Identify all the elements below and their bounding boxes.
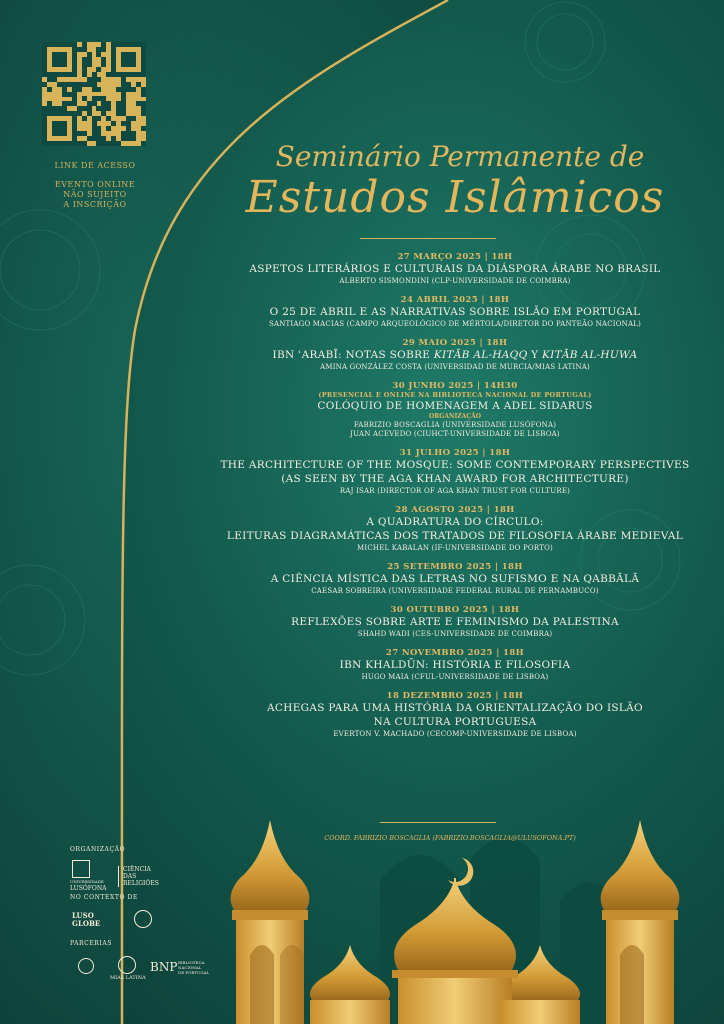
event-date: 28 AGOSTO 2025 | 18H (395, 505, 515, 515)
qr-module (116, 141, 121, 146)
qr-module (141, 141, 146, 146)
event-title-part: IBN ʿARABĪ: NOTAS SOBRE (272, 349, 434, 361)
mias-latina-label: MIAS LATINA (110, 975, 146, 981)
title-divider (360, 238, 496, 239)
bnp-logo-text (178, 960, 209, 975)
event-speaker: ALBERTO SISMONDINI (CLP-UNIVERSIDADE DE COIMBRA) (339, 277, 571, 285)
event-speaker: EVERTON V. MACHADO (CECOMP-UNIVERSIDADE DE LISBOA) (333, 730, 577, 738)
event-date: 24 ABRIL 2025 | 18H (400, 295, 510, 305)
event-date: 30 JUNHO 2025 | 14H30 (392, 381, 518, 391)
event-date: 30 OUTUBRO 2025 | 18H (390, 605, 520, 615)
event-item (215, 691, 695, 738)
qr-module (47, 87, 52, 92)
event-date: 27 MARÇO 2025 | 18H (397, 252, 513, 262)
coordination-contact[interactable]: COORD. FABRIZIO BOSCAGLIA (FABRIZIO.BOSCAGLIA@ULUSOFONA.PT) (324, 834, 576, 842)
event-title: THE ARCHITECTURE OF THE MOSQUE: SOME CONTEMPORARY PERSPECTIVES (220, 459, 690, 471)
qr-module (72, 72, 77, 77)
qr-module (87, 62, 92, 67)
ciencia-line: RELIGIÕES (123, 880, 159, 887)
qr-module (101, 47, 106, 52)
event-note: (PRESENCIAL E ONLINE NA BIBLIOTECA NACIONAL DE PORTUGAL) (318, 391, 592, 399)
bnp-line: DE PORTUGAL (178, 970, 210, 975)
event-title-book-1: KITĀB AL-HAQQ (433, 349, 528, 361)
event-speaker: SANTIAGO MACIAS (CAMPO ARQUEOLÓGICO DE MÉRTOLA/DIRETOR DO PANTEÃO NACIONAL) (268, 320, 642, 328)
event-item (215, 648, 695, 681)
event-date: 31 JULHO 2025 | 18H (399, 448, 511, 458)
event-speaker: MICHEL KABALAN (IF-UNIVERSIDADE DO PORTO) (357, 544, 553, 552)
qr-module (141, 72, 146, 77)
qr-module (141, 126, 146, 131)
title-line-1: Seminário Permanente de (275, 140, 645, 173)
event-title: COLÓQUIO DE HOMENAGEM A ADEL SIDARUS (317, 400, 593, 412)
event-title: ASPETOS LITERÁRIOS E CULTURAIS DA DIÁSPORA ÁRABE NO BRASIL (249, 263, 661, 275)
lusoglobe-line: GLOBE (72, 919, 101, 928)
globe-seal-icon (134, 910, 152, 928)
coord-divider (380, 822, 496, 823)
mias-latina-icon (118, 956, 136, 974)
qr-module (96, 77, 101, 82)
lusofona-line: LUSÓFONA (70, 885, 107, 892)
qr-module (101, 62, 106, 67)
event-title (215, 349, 695, 362)
event-title: NA CULTURA PORTUGUESA (373, 716, 537, 728)
event-item (215, 505, 695, 552)
lusofona-line: UNIVERSIDADE (70, 879, 104, 884)
event-date: 27 NOVEMBRO 2025 | 18H (385, 648, 525, 658)
event-item (215, 338, 695, 371)
qr-module (96, 116, 101, 121)
title-line-2: Estudos Islâmicos (245, 172, 665, 223)
qr-module (62, 131, 67, 136)
event-title-part: Y (527, 349, 542, 361)
event-date: 25 SETEMBRO 2025 | 18H (387, 562, 523, 572)
event-title: LEITURAS DIAGRAMÁTICAS DOS TRATADOS DE FILOSOFIA ÁRABE MEDIEVAL (226, 530, 684, 542)
event-title: A QUADRATURA DO CÍRCULO: (366, 516, 544, 528)
qr-module (131, 136, 136, 141)
event-item (215, 605, 695, 638)
event-speaker: SHAHD WADI (CES-UNIVERSIDADE DE COIMBRA) (357, 630, 553, 638)
qr-module (77, 87, 82, 92)
qr-code[interactable] (42, 42, 146, 146)
event-title-book-2: KITĀB AL-HUWA (542, 349, 638, 361)
lusoglobe-logo (72, 912, 100, 928)
event-speaker: AMINA GONZÁLEZ COSTA (UNIVERSIDAD DE MURCIA/MIAS LATINA) (320, 363, 590, 371)
ciencia-religioes-logo (118, 866, 159, 887)
event-date: 18 DEZEMBRO 2025 | 18H (386, 691, 524, 701)
qr-module (82, 116, 87, 121)
event-title: (AS SEEN BY THE AGA KHAN AWARD FOR ARCHITECTURE) (281, 473, 629, 485)
online-line-1: EVENTO ONLINE (54, 180, 136, 189)
ciencia-line: DAS (123, 873, 137, 880)
parcerias-label: PARCERIAS (70, 940, 113, 947)
event-title: A CIÊNCIA MÍSTICA DAS LETRAS NO SUFISMO E NA QABBĀLĀ (270, 573, 640, 585)
event-speaker: RAJ ISAR (DIRECTOR OF AGA KHAN TRUST FOR CULTURE) (339, 487, 571, 495)
lusofona-logo-icon (72, 860, 90, 878)
lusofona-logo-text (70, 878, 106, 892)
qr-module (62, 62, 67, 67)
qr-module (141, 111, 146, 116)
online-line-3: A INSCRIÇÃO (63, 200, 127, 209)
qr-module (131, 116, 136, 121)
bnp-line: NACIONAL (178, 965, 202, 970)
bnp-line: BIBLIOTECA (178, 960, 205, 965)
event-speaker: FABRIZIO BOSCAGLIA (UNIVERSIDADE LUSÓFONA) (353, 421, 557, 429)
event-title: IBN KHALDŪN: HISTÓRIA E FILOSOFIA (339, 659, 571, 671)
event-item (215, 562, 695, 595)
event-org-label: ORGANIZAÇÃO (429, 413, 481, 420)
qr-module (131, 87, 136, 92)
qr-module (106, 106, 111, 111)
qr-module (96, 67, 101, 72)
qr-module (82, 141, 87, 146)
qr-module (111, 121, 116, 126)
qr-module (106, 126, 111, 131)
event-item (215, 381, 695, 438)
contexto-label: NO CONTEXTO DE (70, 894, 138, 901)
qr-module (141, 92, 146, 97)
bnp-logo-label: BNP (150, 960, 178, 974)
event-title: REFLEXÕES SOBRE ARTE E FEMINISMO DA PALESTINA (291, 616, 619, 628)
event-item (215, 448, 695, 495)
event-date: 29 MAIO 2025 | 18H (402, 338, 508, 348)
organizacao-label: ORGANIZAÇÃO (70, 846, 126, 853)
ciencia-line: CIÊNCIA (123, 866, 151, 873)
link-label: LINK DE ACESSO (54, 161, 136, 170)
lusoglobe-line: LUSO (72, 911, 94, 920)
event-item (215, 252, 695, 285)
event-list (215, 252, 695, 748)
event-speaker: HUGO MAIA (CFUL-UNIVERSIDADE DE LISBOA) (361, 673, 549, 681)
online-line-2: NÃO SUJEITO (63, 190, 127, 199)
event-title: O 25 DE ABRIL E AS NARRATIVAS SOBRE ISLÃO EM PORTUGAL (269, 306, 641, 318)
qr-module (131, 62, 136, 67)
partner-seal-icon (78, 958, 94, 974)
event-item (215, 295, 695, 328)
event-speaker: JUAN ACEVEDO (CIUHCT-UNIVERSIDADE DE LISBOA) (350, 430, 560, 438)
event-speaker: CAESAR SOBREIRA (UNIVERSIDADE FEDERAL RURAL DE PERNAMBUCO) (311, 587, 599, 595)
event-title: ACHEGAS PARA UMA HISTÓRIA DA ORIENTALIZAÇÃO DO ISLÃO (267, 702, 643, 714)
qr-module (96, 87, 101, 92)
